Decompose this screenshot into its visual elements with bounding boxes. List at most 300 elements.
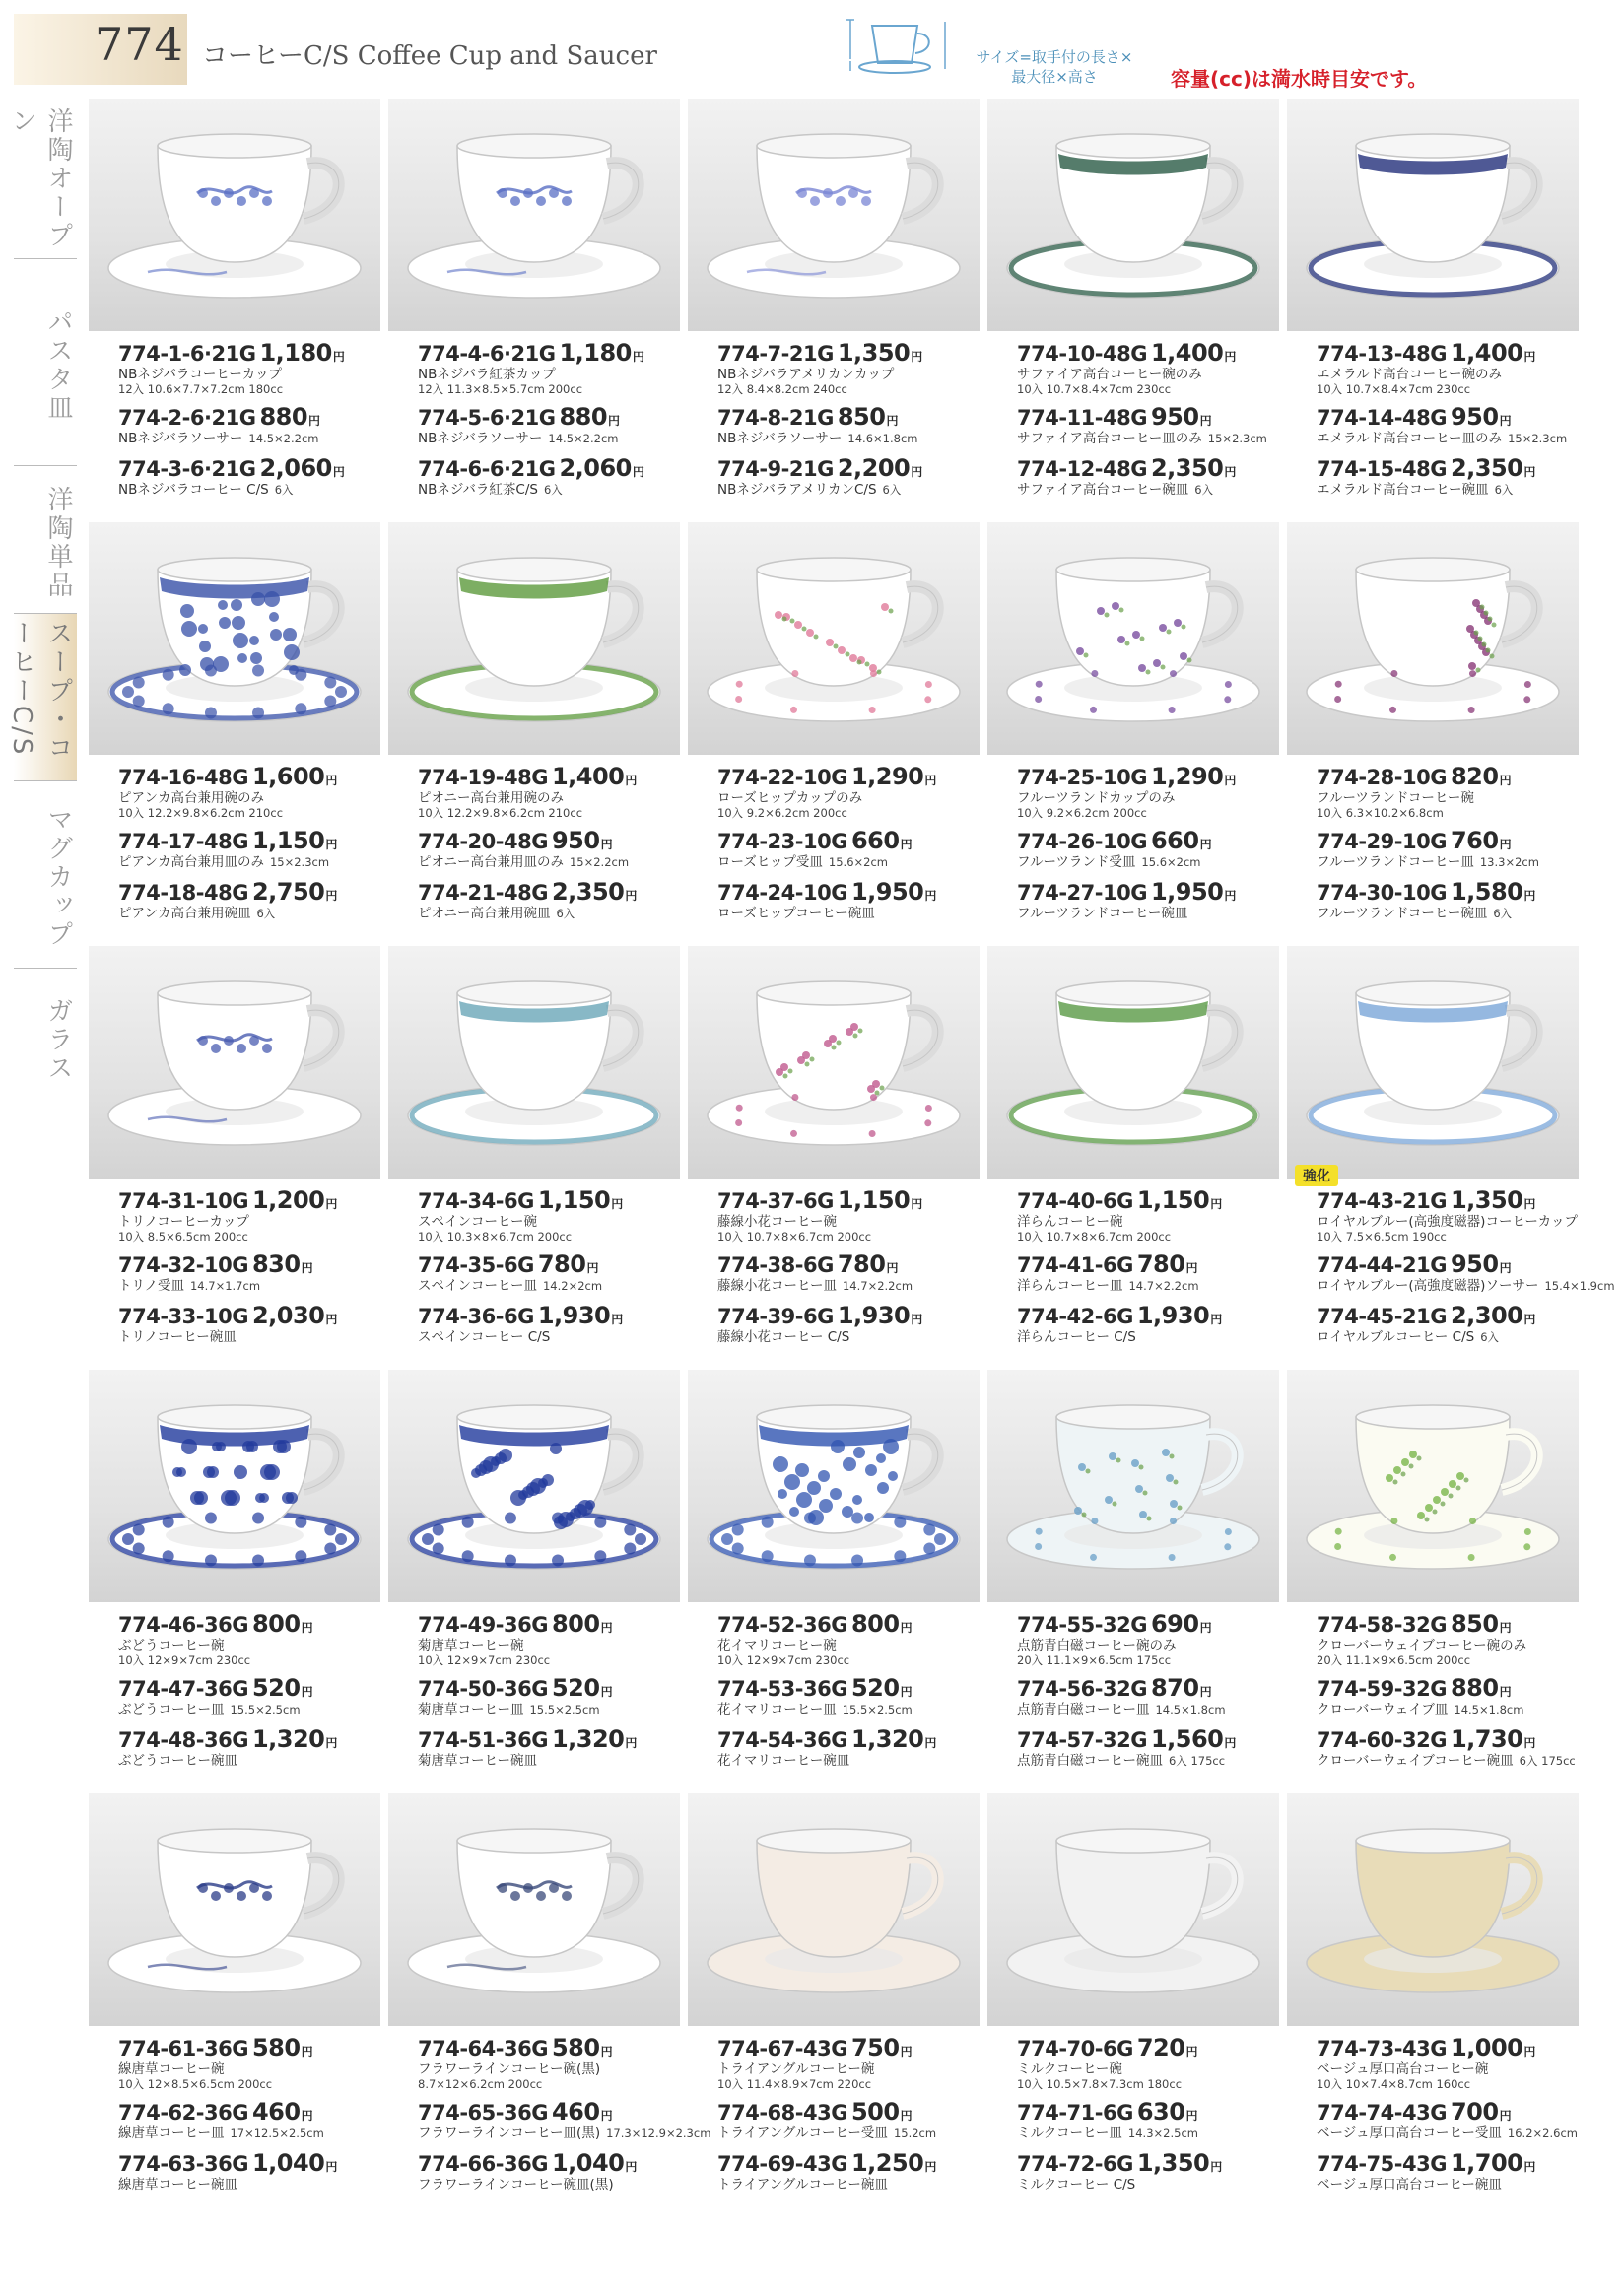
product-card[interactable]: [987, 946, 1279, 1370]
yen-symbol: 円: [600, 2109, 613, 2123]
product-name: ピオニー高台兼用碗皿: [418, 905, 551, 921]
cup-saucer-illustration: [688, 1370, 980, 1602]
product-price: 1,040: [551, 2148, 625, 2177]
product-photo[interactable]: [89, 1370, 380, 1602]
product-info: [717, 339, 976, 505]
product-dimension: 14.7×1.7cm: [189, 1279, 261, 1293]
product-photo[interactable]: [1287, 946, 1579, 1179]
product-price: 830: [251, 1250, 301, 1278]
product-name: 花イマリコーヒー碗: [717, 1638, 837, 1653]
product-code: 774-33-10G: [118, 1304, 248, 1328]
product-spec: 10入 10.7×8×6.7cm 200cc: [1017, 1229, 1172, 1244]
product-item: [1317, 1674, 1575, 1718]
product-name: 藤線小花コーヒー碗: [717, 1214, 837, 1230]
product-spec: 10入 10.7×8.4×7cm 230cc: [1317, 381, 1471, 396]
product-item: [118, 1186, 376, 1243]
product-photo[interactable]: [987, 1793, 1279, 2026]
product-item: [1017, 2034, 1275, 2090]
product-item: [418, 1250, 676, 1294]
product-card[interactable]: [89, 1793, 380, 2217]
cup-saucer-illustration: [388, 1370, 680, 1602]
product-item: [118, 339, 376, 395]
product-code: 774-49-36G: [418, 1613, 548, 1637]
product-spec: 10入 12×9×7cm 230cc: [418, 1653, 551, 1667]
product-code: 774-47-36G: [118, 1677, 248, 1701]
product-price: 1,200: [251, 1186, 325, 1214]
product-spec: 10入 12×9×7cm 230cc: [118, 1653, 251, 1667]
product-name: NBネジバラソーサー: [717, 431, 843, 446]
yen-symbol: 円: [625, 1735, 638, 1750]
product-item: [118, 2098, 376, 2141]
product-photo[interactable]: [388, 1370, 680, 1602]
yen-symbol: 円: [1185, 2109, 1198, 2123]
yen-symbol: 円: [1499, 414, 1512, 428]
product-name: トライアングルコーヒー碗: [717, 2061, 875, 2077]
product-code: 774-20-48G: [418, 830, 548, 853]
product-price: 520: [850, 1674, 900, 1702]
product-item: [1317, 1186, 1579, 1244]
product-price: 660: [1150, 827, 1199, 854]
product-price: 1,150: [251, 827, 325, 854]
cup-saucer-illustration: [987, 99, 1279, 331]
yen-symbol: 円: [301, 1621, 313, 1635]
side-index-item[interactable]: 洋陶オープン: [14, 101, 77, 258]
yen-symbol: 円: [625, 2159, 638, 2174]
yen-symbol: 円: [600, 838, 613, 851]
product-price: 460: [251, 2098, 301, 2125]
product-code: 774-57-32G: [1017, 1727, 1147, 1752]
product-name: ミルクコーヒー碗: [1017, 2061, 1122, 2077]
product-photo[interactable]: [1287, 522, 1579, 755]
yen-symbol: 円: [900, 2045, 913, 2058]
side-index-item[interactable]: ガラス: [14, 968, 77, 1106]
product-item: [418, 878, 676, 921]
product-dimension: 14.3×2.5cm: [1127, 2126, 1198, 2140]
product-code: 774-42-6G: [1017, 1304, 1133, 1328]
product-card[interactable]: [388, 522, 680, 946]
product-code: 774-36-6G: [418, 1304, 534, 1328]
product-info: [418, 1186, 676, 1352]
product-price: 750: [850, 2034, 900, 2061]
product-photo[interactable]: [89, 946, 380, 1179]
product-code: 774-46-36G: [118, 1613, 248, 1637]
product-item: [118, 1725, 376, 1769]
product-photo[interactable]: [688, 99, 980, 331]
yen-symbol: 円: [325, 1312, 338, 1326]
product-photo[interactable]: [89, 99, 380, 331]
product-name: フラワーラインコーヒー皿(黒): [418, 2125, 601, 2141]
cup-saucer-illustration: [1287, 522, 1579, 755]
product-code: 774-44-21G: [1317, 1253, 1447, 1277]
product-item: [118, 1610, 376, 1666]
product-photo[interactable]: [89, 522, 380, 755]
product-card[interactable]: [1287, 946, 1615, 1370]
product-item: [1317, 339, 1575, 395]
product-card[interactable]: [688, 522, 980, 946]
product-spec: 10入 8.5×6.5cm 200cc: [118, 1229, 248, 1244]
product-card[interactable]: [987, 1793, 1279, 2217]
product-code: 774-5-6·21G: [418, 406, 556, 430]
size-note: [966, 47, 1143, 87]
side-index-item[interactable]: パスタ皿: [14, 258, 77, 465]
product-code: 774-43-21G: [1317, 1189, 1447, 1213]
product-card[interactable]: [388, 1793, 711, 2217]
product-name: エメラルド高台コーヒー碗のみ: [1317, 367, 1503, 382]
product-dimension: 6入: [1494, 482, 1514, 497]
product-info: [118, 2034, 376, 2199]
yen-symbol: 円: [600, 2045, 613, 2058]
product-item: [717, 403, 976, 446]
product-code: 774-45-21G: [1317, 1304, 1447, 1328]
product-dimension: 14.5×1.8cm: [1155, 1703, 1226, 1717]
product-code: 774-21-48G: [418, 880, 548, 905]
product-photo[interactable]: [987, 946, 1279, 1179]
product-code: 774-3-6·21G: [118, 456, 256, 481]
yen-symbol: 円: [1199, 1685, 1212, 1699]
product-photo[interactable]: [1287, 99, 1579, 331]
product-item: [717, 1674, 976, 1718]
product-card[interactable]: [89, 522, 380, 946]
product-price: 950: [551, 827, 600, 854]
product-price: 1,930: [537, 1301, 611, 1329]
yen-symbol: 円: [632, 464, 644, 479]
product-photo[interactable]: [89, 1793, 380, 2026]
yen-symbol: 円: [1499, 1685, 1512, 1699]
product-item: [1017, 1186, 1275, 1243]
product-price: 2,060: [559, 453, 632, 482]
product-code: 774-69-43G: [717, 2151, 847, 2176]
product-dimension: 15.5×2.5cm: [529, 1703, 600, 1717]
product-price: 1,320: [251, 1724, 325, 1753]
product-code: 774-14-48G: [1317, 406, 1447, 430]
product-price: 780: [1136, 1250, 1185, 1278]
product-item: [1317, 878, 1575, 921]
product-dimension: 15×2.3cm: [1508, 432, 1568, 445]
product-code: 774-31-10G: [118, 1189, 248, 1213]
cup-saucer-illustration: [987, 946, 1279, 1179]
cup-saucer-illustration: [89, 1370, 380, 1602]
product-code: 774-25-10G: [1017, 766, 1147, 789]
side-index-item[interactable]: 洋陶単品: [14, 465, 77, 613]
product-card[interactable]: [388, 1370, 680, 1793]
product-item: [717, 1610, 976, 1666]
yen-symbol: 円: [332, 350, 345, 364]
product-code: 774-51-36G: [418, 1727, 548, 1752]
product-info: [1017, 339, 1275, 505]
product-code: 774-65-36G: [418, 2101, 548, 2125]
product-code: 774-4-6·21G: [418, 342, 556, 366]
product-info: [418, 339, 676, 505]
product-photo[interactable]: [987, 1370, 1279, 1602]
product-code: 774-27-10G: [1017, 880, 1147, 905]
yen-symbol: 円: [1210, 1197, 1223, 1211]
product-card[interactable]: [987, 522, 1279, 946]
product-photo[interactable]: [388, 946, 680, 1179]
product-code: 774-40-6G: [1017, 1189, 1133, 1213]
product-name: ロイヤルブルコーヒー C/S: [1317, 1328, 1475, 1345]
yen-symbol: 円: [1224, 888, 1237, 903]
product-card[interactable]: [89, 99, 380, 522]
product-name: ミルクコーヒー C/S: [1017, 2176, 1136, 2193]
product-info: [1317, 1186, 1615, 1352]
product-code: 774-50-36G: [418, 1677, 548, 1701]
product-photo[interactable]: [1287, 1793, 1579, 2026]
product-info: [1017, 1610, 1275, 1776]
product-price: 1,250: [850, 2148, 924, 2177]
yen-symbol: 円: [301, 2109, 313, 2123]
product-item: [118, 403, 376, 446]
product-photo[interactable]: [388, 99, 680, 331]
product-name: ピアンカ高台兼用碗のみ: [118, 790, 264, 806]
yen-symbol: 円: [886, 1261, 899, 1275]
product-price: 2,350: [551, 877, 625, 906]
product-code: 774-12-48G: [1017, 456, 1147, 481]
side-index-item[interactable]: マグカップ: [14, 780, 77, 968]
yen-symbol: 円: [1224, 464, 1237, 479]
yen-symbol: 円: [1185, 1261, 1198, 1275]
product-price: 1,150: [1136, 1186, 1210, 1214]
product-price: 1,400: [551, 763, 625, 790]
product-photo[interactable]: [987, 99, 1279, 331]
product-card[interactable]: [388, 946, 680, 1370]
product-code: 774-29-10G: [1317, 830, 1447, 853]
product-price: 850: [1450, 1610, 1499, 1638]
product-dimension: 13.3×2cm: [1479, 855, 1539, 869]
cup-saucer-illustration: [388, 946, 680, 1179]
yen-symbol: 円: [625, 888, 638, 903]
product-item: [717, 1186, 976, 1243]
product-card[interactable]: [688, 1793, 980, 2217]
product-code: 774-9-21G: [717, 456, 834, 481]
product-dimension: 17.3×12.9×2.3cm: [606, 2126, 711, 2140]
product-price: 1,290: [850, 763, 924, 790]
product-item: [118, 2149, 376, 2193]
product-spec: 10入 10.7×8×6.7cm 200cc: [717, 1229, 872, 1244]
product-price: 950: [1450, 403, 1499, 431]
product-spec: 10入 12×9×7cm 230cc: [717, 1653, 850, 1667]
product-name: NBネジバラソーサー: [418, 431, 543, 446]
product-card[interactable]: [1287, 1370, 1579, 1793]
product-code: 774-8-21G: [717, 406, 834, 430]
product-name: フルーツランドコーヒー碗: [1317, 790, 1474, 806]
product-item: [717, 2149, 976, 2193]
cup-saucer-illustration: [1287, 946, 1579, 1179]
product-name: 線唐草コーヒー碗: [118, 2061, 225, 2077]
product-code: 774-56-32G: [1017, 1677, 1147, 1701]
product-info: [717, 763, 976, 928]
product-name: ぶどうコーヒー皿: [118, 1702, 225, 1718]
product-item: [418, 2098, 711, 2141]
yen-symbol: 円: [608, 414, 621, 428]
product-name: サファイア高台コーヒー碗のみ: [1017, 367, 1202, 382]
yen-symbol: 円: [632, 350, 644, 364]
product-card[interactable]: [1287, 1793, 1579, 2217]
product-spec: 10入 12×8.5×6.5cm 200cc: [118, 2076, 273, 2091]
product-code: 774-35-6G: [418, 1253, 534, 1277]
product-name: クローバーウェイブコーヒー碗皿: [1317, 1752, 1514, 1769]
product-name: フルーツランドコーヒー碗皿: [1317, 905, 1488, 921]
product-code: 774-66-36G: [418, 2151, 548, 2176]
product-code: 774-19-48G: [418, 766, 548, 789]
product-name: 点筋青白磁コーヒー碗のみ: [1017, 1638, 1177, 1653]
product-spec: 10入 6.3×10.2×6.8cm: [1317, 805, 1444, 820]
product-item: [118, 763, 376, 819]
product-card[interactable]: [688, 1370, 980, 1793]
product-name: スペインコーヒー C/S: [418, 1328, 551, 1345]
product-name: トリノコーヒー碗皿: [118, 1328, 237, 1345]
product-code: 774-6-6·21G: [418, 456, 556, 481]
yen-symbol: 円: [301, 2045, 313, 2058]
product-dimension: 14.7×2.2cm: [842, 1279, 914, 1293]
product-code: 774-32-10G: [118, 1253, 248, 1277]
product-price: 1,700: [1450, 2148, 1523, 2177]
product-spec: 20入 11.1×9×6.5cm 175cc: [1017, 1653, 1172, 1667]
product-code: 774-41-6G: [1017, 1253, 1133, 1277]
cup-saucer-illustration: [89, 522, 380, 755]
product-name: フラワーラインコーヒー碗(黒): [418, 2061, 601, 2077]
product-photo[interactable]: [688, 522, 980, 755]
yen-symbol: 円: [900, 838, 913, 851]
product-name: ぶどうコーヒー碗: [118, 1638, 225, 1653]
yen-symbol: 円: [1499, 838, 1512, 851]
product-card[interactable]: [388, 99, 680, 522]
product-code: 774-48-36G: [118, 1727, 248, 1752]
product-info: [1317, 2034, 1578, 2199]
product-spec: 12入 8.4×8.2cm 240cc: [717, 381, 847, 396]
product-card[interactable]: [89, 1370, 380, 1793]
product-info: [1317, 339, 1575, 505]
product-card[interactable]: [688, 99, 980, 522]
product-dimension: 14.5×1.8cm: [1454, 1703, 1524, 1717]
product-item: [717, 827, 976, 870]
product-code: 774-62-36G: [118, 2101, 248, 2125]
product-info: [118, 339, 376, 505]
product-price: 2,060: [259, 453, 332, 482]
product-name: ミルクコーヒー皿: [1017, 2125, 1122, 2141]
product-item: [418, 827, 676, 870]
product-code: 774-75-43G: [1317, 2151, 1447, 2176]
product-card[interactable]: [89, 946, 380, 1370]
product-price: 690: [1150, 1610, 1199, 1638]
product-item: [1317, 827, 1575, 870]
product-price: 1,350: [837, 339, 911, 367]
product-dimension: 6入: [274, 482, 294, 497]
product-name: ロイヤルブルー(高強度磁器)ソーサー: [1317, 1278, 1539, 1294]
product-photo[interactable]: [388, 522, 680, 755]
product-item: [1017, 827, 1275, 870]
product-name: ピアンカ高台兼用碗皿: [118, 905, 251, 921]
yen-symbol: 円: [924, 888, 937, 903]
product-photo[interactable]: [987, 522, 1279, 755]
product-item: [717, 878, 976, 921]
product-card[interactable]: [688, 946, 980, 1370]
product-item: [418, 1302, 676, 1345]
cup-saucer-illustration: [1287, 1793, 1579, 2026]
product-code: 774-70-6G: [1017, 2037, 1133, 2060]
product-name: 線唐草コーヒー皿: [118, 2125, 225, 2141]
product-name: ベージュ厚口高台コーヒー受皿: [1317, 2125, 1502, 2141]
product-code: 774-34-6G: [418, 1189, 534, 1213]
product-price: 950: [1150, 403, 1199, 431]
product-card[interactable]: [1287, 522, 1579, 946]
product-code: 774-53-36G: [717, 1677, 847, 1701]
product-name: スペインコーヒー皿: [418, 1278, 537, 1294]
product-card[interactable]: [1287, 99, 1579, 522]
product-info: [1317, 763, 1575, 928]
product-item: [418, 454, 676, 498]
cup-size-diagram-icon: [843, 6, 971, 85]
cup-saucer-illustration: [688, 946, 980, 1179]
product-dimension: 15×2.2cm: [569, 855, 630, 869]
product-info: [1017, 2034, 1275, 2199]
yen-symbol: 円: [900, 1621, 913, 1635]
product-photo[interactable]: [1287, 1370, 1579, 1602]
product-dimension: 15.5×2.5cm: [842, 1703, 913, 1717]
yen-symbol: 円: [600, 1685, 613, 1699]
product-dimension: 6入: [1493, 906, 1513, 920]
product-item: [717, 2098, 976, 2141]
product-photo[interactable]: [688, 946, 980, 1179]
yen-symbol: 円: [911, 1312, 923, 1326]
product-name: サファイア高台コーヒー碗皿: [1017, 481, 1189, 498]
product-spec: 10入 7.5×6.5cm 190cc: [1317, 1229, 1447, 1244]
yen-symbol: 円: [1224, 350, 1237, 364]
product-code: 774-52-36G: [717, 1613, 847, 1637]
product-info: [418, 763, 676, 928]
cup-saucer-illustration: [388, 99, 680, 331]
product-price: 800: [850, 1610, 900, 1638]
product-item: [118, 1674, 376, 1718]
cup-saucer-illustration: [1287, 1370, 1579, 1602]
yen-symbol: 円: [1523, 1197, 1536, 1211]
side-index-item[interactable]: スープ・コーヒーC/S: [14, 613, 77, 780]
product-code: 774-55-32G: [1017, 1613, 1147, 1637]
product-card[interactable]: [987, 99, 1279, 522]
product-name: クローバーウェイブ皿: [1317, 1702, 1449, 1718]
product-photo[interactable]: [388, 1793, 680, 2026]
product-item: [118, 827, 376, 870]
product-code: 774-22-10G: [717, 766, 847, 789]
yen-symbol: 円: [611, 1197, 624, 1211]
product-price: 1,000: [1450, 2034, 1523, 2061]
product-item: [1317, 763, 1575, 819]
product-price: 1,930: [1136, 1301, 1210, 1329]
product-price: 2,350: [1450, 453, 1523, 482]
product-card[interactable]: [987, 1370, 1279, 1793]
product-item: [1017, 454, 1275, 498]
yen-symbol: 円: [1523, 464, 1536, 479]
product-info: [118, 763, 376, 928]
yen-symbol: 円: [1210, 2159, 1223, 2174]
product-item: [717, 454, 976, 498]
product-item: [418, 1674, 676, 1718]
yen-symbol: 円: [1523, 350, 1536, 364]
product-item: [1317, 1302, 1575, 1345]
product-price: 1,580: [1450, 877, 1523, 906]
product-info: [717, 1186, 976, 1352]
yen-symbol: 円: [308, 414, 321, 428]
product-photo[interactable]: [688, 1370, 980, 1602]
product-price: 1,150: [837, 1186, 911, 1214]
product-spec: 12入 10.6×7.7×7.2cm 180cc: [118, 381, 284, 396]
product-photo[interactable]: [688, 1793, 980, 2026]
product-name: ローズヒップ受皿: [717, 854, 823, 870]
product-price: 780: [537, 1250, 586, 1278]
product-price: 520: [251, 1674, 301, 1702]
product-dimension: 15.4×1.9cm: [1544, 1279, 1615, 1293]
product-name: NBネジバラ紅茶カップ: [418, 367, 556, 382]
product-name: エメラルド高台コーヒー皿のみ: [1317, 431, 1503, 446]
